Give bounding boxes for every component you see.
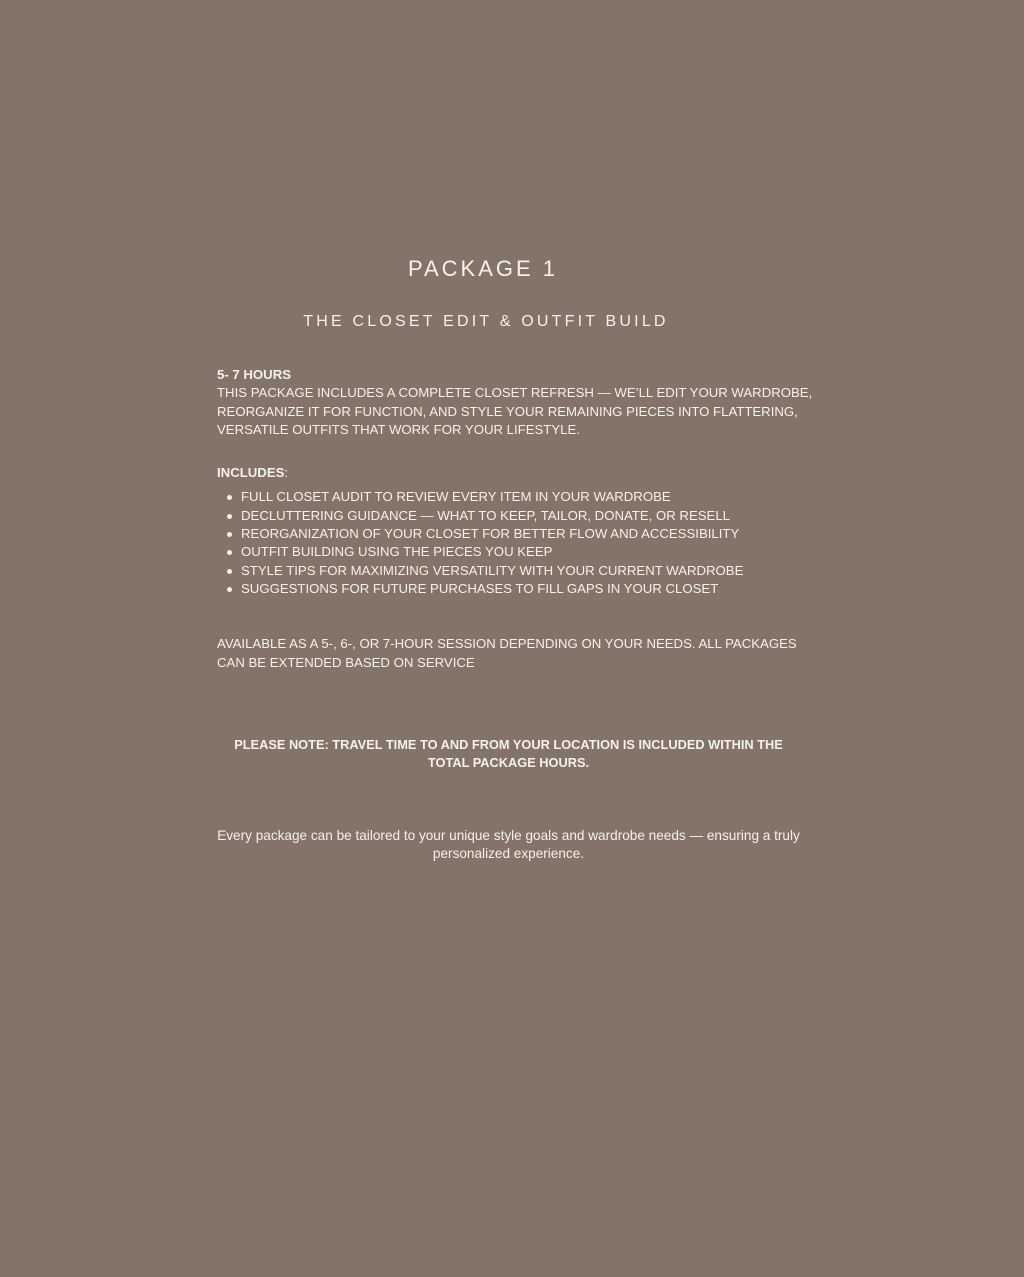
bullet-icon [227, 532, 232, 537]
features-list [217, 488, 817, 598]
list-item-text: SUGGESTIONS FOR FUTURE PURCHASES TO FILL GAPS IN YOUR CLOSET [241, 580, 719, 596]
travel-note: PLEASE NOTE: TRAVEL TIME TO AND FROM YOUR LOCATION IS INCLUDED WITHIN THE TOTAL PACKAGE HOURS. [234, 737, 783, 770]
list-item-text: REORGANIZATION OF YOUR CLOSET FOR BETTER FLOW AND ACCESSIBILITY [241, 526, 740, 542]
bullet-icon [227, 550, 232, 555]
list-item-text: FULL CLOSET AUDIT TO REVIEW EVERY ITEM IN YOUR WARDROBE [241, 489, 671, 505]
includes-colon: : [284, 465, 289, 481]
list-item [217, 507, 817, 525]
package-details [217, 366, 817, 672]
tagline: Every package can be tailored to your unique style goals and wardrobe needs — ensuring a truly personalized experience. [217, 828, 800, 862]
bullet-icon [227, 495, 232, 500]
package-description: THIS PACKAGE INCLUDES A COMPLETE CLOSET REFRESH — WE’LL EDIT YOUR WARDROBE, REORGANIZE IT FOR FUNCTION, AND STYLE YOUR REMAINING PIECES INTO FLATTERING, VERSATILE OUTFITS THAT WORK FOR YOUR LIFESTYLE. [217, 385, 813, 437]
availability-text: AVAILABLE AS A 5-, 6-, OR 7-HOUR SESSION DEPENDING ON YOUR NEEDS. ALL PACKAGES CAN BE EXTENDED BASED ON SERVICE [217, 636, 797, 670]
list-item [217, 488, 817, 506]
list-item [217, 525, 817, 543]
bullet-icon [227, 569, 232, 574]
list-item [217, 580, 817, 598]
package-hours: 5- 7 HOURS [217, 367, 292, 382]
list-item-text: DECLUTTERING GUIDANCE — WHAT TO KEEP, TAILOR, DONATE, OR RESELL [241, 507, 731, 523]
list-item [217, 562, 817, 580]
bullet-icon [227, 514, 232, 519]
package-subtitle: THE CLOSET EDIT & OUTFIT BUILD [303, 313, 669, 330]
includes-label: INCLUDES [217, 465, 285, 481]
includes-heading [217, 464, 817, 482]
list-item-text: STYLE TIPS FOR MAXIMIZING VERSATILITY WITH YOUR CURRENT WARDROBE [241, 562, 744, 578]
list-item [217, 543, 817, 561]
list-item-text: OUTFIT BUILDING USING THE PIECES YOU KEEP [241, 544, 553, 560]
package-title: PACKAGE 1 [407, 256, 559, 281]
bullet-icon [227, 587, 232, 592]
